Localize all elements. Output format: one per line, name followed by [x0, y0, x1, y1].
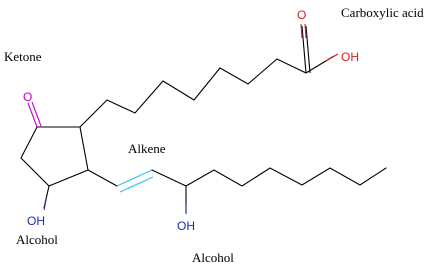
ring-hydroxyl: OH	[27, 214, 45, 228]
acid-hydroxyl: OH	[341, 50, 359, 64]
ketone-oxygen: O	[23, 90, 33, 104]
ketone-group	[23, 90, 41, 127]
lower-chain	[88, 168, 386, 233]
alkene-bond-a	[117, 170, 152, 186]
ketone-label: Ketone	[4, 49, 42, 64]
cyclopentane-ring	[21, 127, 88, 186]
alcohol-ring-label: Alcohol	[16, 232, 58, 247]
alkene-bond-b	[120, 177, 153, 192]
upper-alkyl-chain	[80, 59, 306, 127]
acid-carbonyl-oxygen: O	[297, 8, 307, 22]
alcohol-chain-label: Alcohol	[192, 250, 234, 265]
alkene-label: Alkene	[128, 141, 166, 156]
acid-carbonyl-bond-b	[306, 26, 310, 73]
chain-hydroxyl: OH	[177, 219, 195, 233]
ring-hydroxyl-group	[27, 186, 49, 228]
carboxylic-acid-label: Carboxylic acid	[341, 5, 424, 20]
